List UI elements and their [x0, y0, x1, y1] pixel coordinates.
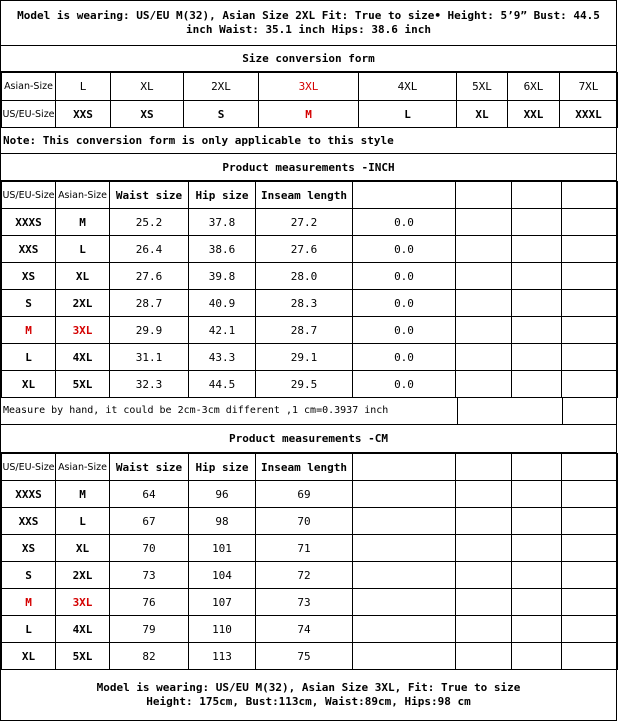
- cm-row: [2, 481, 618, 508]
- cell-empty: [562, 616, 618, 643]
- us-size-label: US/EU-Size: [2, 101, 56, 128]
- cm-row: [2, 562, 618, 589]
- cell-inseam: 28.3: [256, 290, 353, 317]
- cell-asian: 2XL: [56, 290, 110, 317]
- cell-empty: [353, 535, 456, 562]
- inch-header-row: [2, 182, 618, 209]
- header-inseam: Inseam length: [256, 182, 353, 209]
- conversion-title: [1, 46, 616, 72]
- cell-hip: 98: [189, 508, 256, 535]
- cell-waist: 76: [110, 589, 189, 616]
- inch-table: [1, 181, 618, 398]
- measure-note: [1, 398, 617, 425]
- cell-empty: [562, 535, 618, 562]
- conv-us-cell-highlight: M: [259, 101, 359, 128]
- top-model-note: [1, 1, 616, 46]
- cell-hip: 37.8: [189, 209, 256, 236]
- cell-hip: 38.6: [189, 236, 256, 263]
- cell-asian: M: [56, 481, 110, 508]
- header-us-size: US/EU-Size: [2, 182, 56, 209]
- cell-us: S: [2, 290, 56, 317]
- conversion-title-text: Size conversion form: [242, 52, 375, 65]
- cell-empty: [353, 481, 456, 508]
- cell-us: XS: [2, 263, 56, 290]
- cell-inseam: 27.2: [256, 209, 353, 236]
- cell-extra: 0.0: [353, 344, 456, 371]
- cm-row-highlight: [2, 589, 618, 616]
- cell-waist: 25.2: [110, 209, 189, 236]
- cell-empty: [562, 371, 618, 398]
- cell-empty: [562, 508, 618, 535]
- header-inseam: Inseam length: [256, 454, 353, 481]
- conversion-table: [1, 72, 618, 128]
- cell-us: XXXS: [2, 481, 56, 508]
- cell-us: L: [2, 344, 56, 371]
- cell-inseam: 73: [256, 589, 353, 616]
- cell-empty: [456, 344, 512, 371]
- conversion-us-row: [2, 101, 618, 128]
- cell-asian: XL: [56, 535, 110, 562]
- cell-us: L: [2, 616, 56, 643]
- cell-asian: 4XL: [56, 616, 110, 643]
- cell-asian: L: [56, 236, 110, 263]
- cm-row: [2, 535, 618, 562]
- conversion-note: [1, 127, 616, 154]
- cell-hip: 40.9: [189, 290, 256, 317]
- cell-waist: 28.7: [110, 290, 189, 317]
- conv-us-cell: S: [184, 101, 259, 128]
- header-asian-size: Asian-Size: [56, 182, 110, 209]
- cell-empty: [512, 236, 562, 263]
- cell-inseam: 74: [256, 616, 353, 643]
- header-empty: [456, 182, 512, 209]
- conv-asian-cell-highlight: 3XL: [259, 73, 359, 101]
- cell-empty: [456, 481, 512, 508]
- measure-note-divider: [457, 398, 563, 424]
- cell-empty: [456, 371, 512, 398]
- cell-waist: 31.1: [110, 344, 189, 371]
- conv-asian-cell: XL: [111, 73, 184, 101]
- top-model-note-text: Model is wearing: US/EU M(32), Asian Size 2XL Fit: True to size• Height: 5’9” Bust: 44.5 inch Waist: 35.1 inch Hips: 38.6 inch: [17, 9, 600, 36]
- asian-size-label: Asian-Size: [2, 73, 56, 101]
- cell-asian-highlight: 3XL: [56, 589, 110, 616]
- cell-empty: [562, 317, 618, 344]
- cell-empty: [456, 263, 512, 290]
- cell-extra: 0.0: [353, 371, 456, 398]
- cell-empty: [456, 616, 512, 643]
- inch-row: [2, 263, 618, 290]
- cell-hip: 39.8: [189, 263, 256, 290]
- header-empty: [512, 454, 562, 481]
- cell-inseam: 75: [256, 643, 353, 670]
- cell-empty: [512, 535, 562, 562]
- cell-us-highlight: M: [2, 589, 56, 616]
- inch-row-highlight: [2, 317, 618, 344]
- conv-us-cell: L: [359, 101, 457, 128]
- inch-table-title-text: Product measurements -INCH: [222, 160, 395, 174]
- cell-empty: [512, 209, 562, 236]
- inch-row: [2, 209, 618, 236]
- cell-asian-highlight: 3XL: [56, 317, 110, 344]
- header-us-size: US/EU-Size: [2, 454, 56, 481]
- header-asian-size: Asian-Size: [56, 454, 110, 481]
- cell-empty: [353, 616, 456, 643]
- cell-empty: [512, 616, 562, 643]
- bottom-note-line2: Height: 175cm, Bust:113cm, Waist:89cm, Hips:98 cm: [146, 695, 471, 708]
- cell-asian: 2XL: [56, 562, 110, 589]
- cell-empty: [456, 317, 512, 344]
- cm-table: [1, 453, 618, 670]
- cell-empty: [512, 643, 562, 670]
- cell-us: XXXS: [2, 209, 56, 236]
- header-empty: [562, 182, 618, 209]
- cell-hip: 96: [189, 481, 256, 508]
- cell-empty: [456, 562, 512, 589]
- cell-inseam: 28.0: [256, 263, 353, 290]
- conv-asian-cell: 4XL: [359, 73, 457, 101]
- header-empty: [562, 454, 618, 481]
- cell-us: XXS: [2, 508, 56, 535]
- cell-empty: [562, 562, 618, 589]
- cell-empty: [456, 589, 512, 616]
- header-empty: [456, 454, 512, 481]
- measure-note-text: Measure by hand, it could be 2cm-3cm different ,1 cm=0.3937 inch: [3, 405, 389, 416]
- cell-waist: 32.3: [110, 371, 189, 398]
- cell-hip: 44.5: [189, 371, 256, 398]
- cell-hip: 43.3: [189, 344, 256, 371]
- cell-empty: [562, 481, 618, 508]
- cell-empty: [512, 290, 562, 317]
- cell-us: XXS: [2, 236, 56, 263]
- conv-asian-cell: 6XL: [508, 73, 560, 101]
- conv-asian-cell: 2XL: [184, 73, 259, 101]
- cm-header-row: [2, 454, 618, 481]
- header-waist: Waist size: [110, 454, 189, 481]
- conversion-note-text: Note: This conversion form is only applicable to this style: [3, 133, 394, 147]
- cm-row: [2, 508, 618, 535]
- header-hip: Hip size: [189, 454, 256, 481]
- inch-row: [2, 344, 618, 371]
- cell-empty: [353, 562, 456, 589]
- cell-empty: [456, 643, 512, 670]
- cell-us: XL: [2, 371, 56, 398]
- conv-us-cell: XL: [457, 101, 508, 128]
- cell-extra: 0.0: [353, 317, 456, 344]
- cell-empty: [562, 290, 618, 317]
- cell-waist: 73: [110, 562, 189, 589]
- cell-asian: M: [56, 209, 110, 236]
- cell-empty: [562, 643, 618, 670]
- cell-inseam: 69: [256, 481, 353, 508]
- cell-inseam: 29.1: [256, 344, 353, 371]
- cm-table-title: [1, 425, 616, 453]
- cell-hip: 42.1: [189, 317, 256, 344]
- cell-hip: 110: [189, 616, 256, 643]
- cell-asian: XL: [56, 263, 110, 290]
- cell-empty: [353, 508, 456, 535]
- cell-us: XL: [2, 643, 56, 670]
- cell-empty: [512, 589, 562, 616]
- cm-row: [2, 643, 618, 670]
- cell-waist: 29.9: [110, 317, 189, 344]
- conv-asian-cell: L: [56, 73, 111, 101]
- cell-inseam: 70: [256, 508, 353, 535]
- bottom-model-note: [1, 669, 616, 721]
- cell-extra: 0.0: [353, 236, 456, 263]
- cell-asian: 5XL: [56, 371, 110, 398]
- cell-inseam: 28.7: [256, 317, 353, 344]
- cell-inseam: 71: [256, 535, 353, 562]
- conv-us-cell: XS: [111, 101, 184, 128]
- inch-table-title: [1, 154, 616, 181]
- cell-empty: [562, 344, 618, 371]
- header-waist: Waist size: [110, 182, 189, 209]
- cell-hip: 101: [189, 535, 256, 562]
- cell-waist: 70: [110, 535, 189, 562]
- cell-empty: [456, 508, 512, 535]
- cell-empty: [456, 290, 512, 317]
- cell-empty: [353, 643, 456, 670]
- cell-hip: 104: [189, 562, 256, 589]
- cell-hip: 107: [189, 589, 256, 616]
- header-hip: Hip size: [189, 182, 256, 209]
- cell-waist: 67: [110, 508, 189, 535]
- cell-us: XS: [2, 535, 56, 562]
- inch-row: [2, 371, 618, 398]
- cell-empty: [456, 236, 512, 263]
- header-empty: [353, 454, 456, 481]
- cell-empty: [562, 236, 618, 263]
- cell-waist: 27.6: [110, 263, 189, 290]
- conv-us-cell: XXL: [508, 101, 560, 128]
- cell-empty: [353, 589, 456, 616]
- cell-waist: 79: [110, 616, 189, 643]
- cell-extra: 0.0: [353, 290, 456, 317]
- cell-empty: [512, 481, 562, 508]
- cell-waist: 26.4: [110, 236, 189, 263]
- cell-empty: [512, 317, 562, 344]
- cell-empty: [512, 371, 562, 398]
- cell-empty: [562, 209, 618, 236]
- inch-row: [2, 290, 618, 317]
- cell-inseam: 29.5: [256, 371, 353, 398]
- cell-empty: [512, 508, 562, 535]
- cell-empty: [562, 589, 618, 616]
- cell-extra: 0.0: [353, 263, 456, 290]
- cm-table-title-text: Product measurements -CM: [229, 432, 388, 445]
- cell-us-highlight: M: [2, 317, 56, 344]
- header-empty: [353, 182, 456, 209]
- cell-waist: 82: [110, 643, 189, 670]
- cell-empty: [512, 562, 562, 589]
- cell-asian: 4XL: [56, 344, 110, 371]
- cell-extra: 0.0: [353, 209, 456, 236]
- header-empty: [512, 182, 562, 209]
- conv-us-cell: XXXL: [560, 101, 618, 128]
- bottom-note-line1: Model is wearing: US/EU M(32), Asian Size 3XL, Fit: True to size: [96, 681, 521, 694]
- cell-empty: [512, 263, 562, 290]
- conv-us-cell: XXS: [56, 101, 111, 128]
- cell-inseam: 72: [256, 562, 353, 589]
- cell-hip: 113: [189, 643, 256, 670]
- cell-us: S: [2, 562, 56, 589]
- cell-asian: 5XL: [56, 643, 110, 670]
- cell-empty: [456, 209, 512, 236]
- cell-inseam: 27.6: [256, 236, 353, 263]
- inch-row: [2, 236, 618, 263]
- cell-empty: [456, 535, 512, 562]
- cell-asian: L: [56, 508, 110, 535]
- cell-empty: [512, 344, 562, 371]
- conv-asian-cell: 5XL: [457, 73, 508, 101]
- conversion-asian-row: [2, 73, 618, 101]
- cm-row: [2, 616, 618, 643]
- conv-asian-cell: 7XL: [560, 73, 618, 101]
- cell-empty: [562, 263, 618, 290]
- cell-waist: 64: [110, 481, 189, 508]
